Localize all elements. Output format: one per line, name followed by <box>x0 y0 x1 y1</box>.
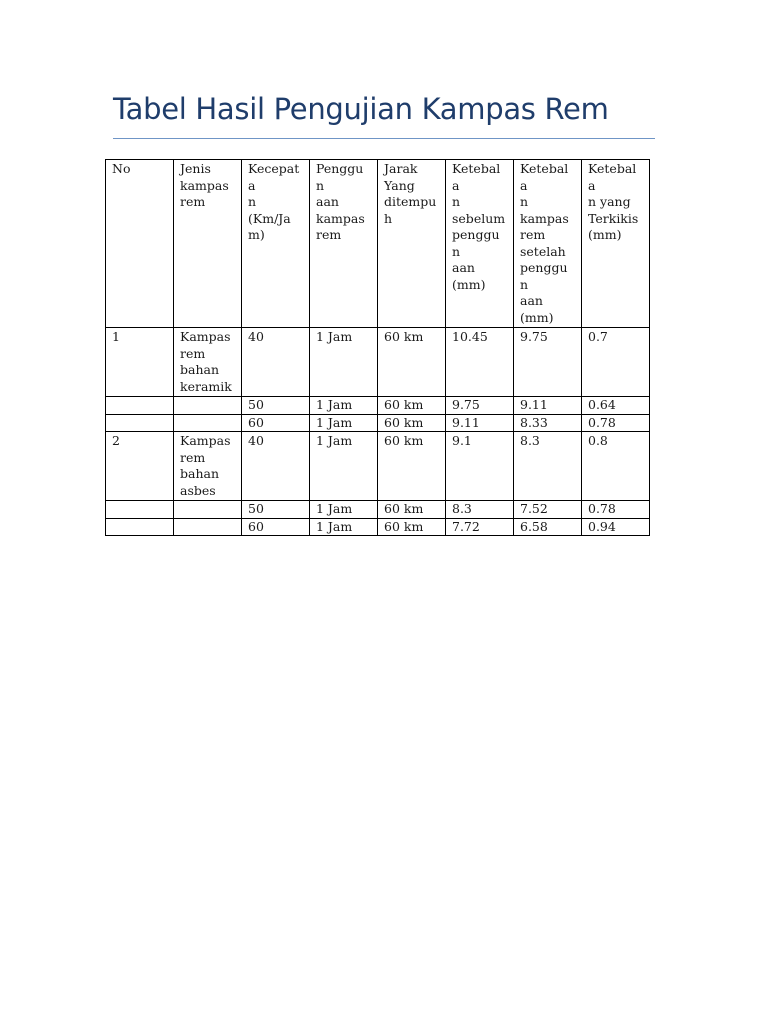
table-cell: 0.7 <box>582 328 650 397</box>
table-row <box>106 432 650 501</box>
table-cell <box>174 397 242 415</box>
table-row <box>106 328 650 397</box>
table-cell: 60 km <box>378 328 446 397</box>
table-header-row <box>106 160 650 328</box>
table-cell: 10.45 <box>446 328 514 397</box>
table-cell: 1 Jam <box>310 518 378 536</box>
table-cell <box>106 501 174 519</box>
results-table <box>105 159 650 536</box>
table-cell <box>106 518 174 536</box>
table-cell: 2 <box>106 432 174 501</box>
table-cell <box>174 414 242 432</box>
table-cell: 1 Jam <box>310 397 378 415</box>
table-cell: 7.72 <box>446 518 514 536</box>
table-row <box>106 414 650 432</box>
table-cell: 60 km <box>378 432 446 501</box>
table-cell: 40 <box>242 432 310 501</box>
table-cell <box>174 501 242 519</box>
title-underline <box>113 138 655 139</box>
table-cell: 40 <box>242 328 310 397</box>
header-no: No <box>106 160 174 328</box>
header-tebal-setelah: Ketebala n kampas rem setelah penggun aan (mm) <box>514 160 582 328</box>
table-cell: 9.1 <box>446 432 514 501</box>
table-cell: 1 <box>106 328 174 397</box>
table-cell: 60 km <box>378 397 446 415</box>
table-cell: 8.33 <box>514 414 582 432</box>
table-cell: Kampas rem bahan keramik <box>174 328 242 397</box>
table-cell: 9.75 <box>446 397 514 415</box>
table-cell: 60 <box>242 414 310 432</box>
table-cell: 60 km <box>378 414 446 432</box>
table-cell: 60 km <box>378 501 446 519</box>
table-row <box>106 501 650 519</box>
table-cell: 50 <box>242 397 310 415</box>
table-cell: 1 Jam <box>310 501 378 519</box>
table-cell: 8.3 <box>514 432 582 501</box>
table-cell: 9.11 <box>514 397 582 415</box>
table-cell: 8.3 <box>446 501 514 519</box>
table-cell <box>106 397 174 415</box>
header-kecepatan: Kecepata n (Km/Ja m) <box>242 160 310 328</box>
table-cell: 7.52 <box>514 501 582 519</box>
document-title: Tabel Hasil Pengujian Kampas Rem <box>113 92 609 126</box>
table-cell: Kampas rem bahan asbes <box>174 432 242 501</box>
table-cell: 1 Jam <box>310 432 378 501</box>
header-penggunaan: Penggun aan kampas rem <box>310 160 378 328</box>
table-cell: 0.78 <box>582 414 650 432</box>
table-cell: 0.78 <box>582 501 650 519</box>
table-cell <box>106 414 174 432</box>
header-tebal-sebelum: Ketebala n sebelum penggun aan (mm) <box>446 160 514 328</box>
table-row <box>106 518 650 536</box>
table-cell: 9.11 <box>446 414 514 432</box>
table-cell: 0.64 <box>582 397 650 415</box>
header-jarak: Jarak Yang ditempu h <box>378 160 446 328</box>
table-cell: 50 <box>242 501 310 519</box>
table-cell: 60 km <box>378 518 446 536</box>
table-cell: 1 Jam <box>310 328 378 397</box>
table-cell: 9.75 <box>514 328 582 397</box>
table-cell: 0.8 <box>582 432 650 501</box>
table-cell: 1 Jam <box>310 414 378 432</box>
table-cell: 6.58 <box>514 518 582 536</box>
header-tebal-terkikis: Ketebala n yang Terkikis (mm) <box>582 160 650 328</box>
table-cell <box>174 518 242 536</box>
table-cell: 60 <box>242 518 310 536</box>
table-cell: 0.94 <box>582 518 650 536</box>
header-jenis-kampas-rem: Jenis kampas rem <box>174 160 242 328</box>
table-row <box>106 397 650 415</box>
